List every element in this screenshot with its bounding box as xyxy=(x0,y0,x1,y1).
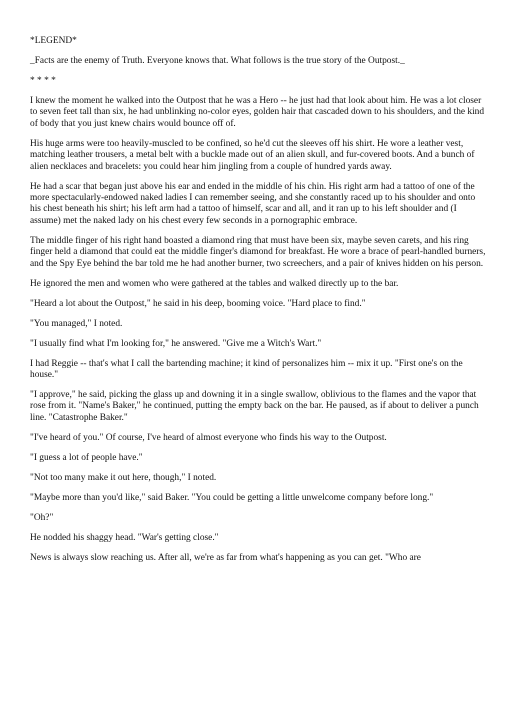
paragraph: He ignored the men and women who were gathered at the tables and walked directly up to the bar. xyxy=(30,278,399,289)
paragraph: His huge arms were too heavily-muscled to be confined, so he'd cut the sleeves off his shirt. He wore a leather vest, matching leather trousers, a metal belt with a buckle made out of an alien skull, and fur-covered boots. And a bunch of alien necklaces and bracelets: you could hear him jingling from a couple of hundred yards away. xyxy=(30,138,475,172)
paragraph: "Not too many make it out here, though," I noted. xyxy=(30,472,217,483)
paragraph: The middle finger of his right hand boasted a diamond ring that must have been six, maybe seven carets, and his ring finger held a diamond that could eat the middle finger's diamond for breakfast. He wore a brace of pearl-handled burners, and the Spy Eye behind the bar told me he had another burner, two screechers, and a pair of knives hidden on his person. xyxy=(30,235,486,269)
paragraph: He had a scar that began just above his ear and ended in the middle of his chin. His right arm had a tattoo of one of the more spectacularly-endowed naked ladies I can remember seeing, and she constantly raced up to his shoulder and onto his chest beneath his shirt; his left arm had a tattoo of himself, scar and all, and it ran up to his left shoulder and (I assume) met the naked lady on his chest every few seconds in a pornographic embrace. xyxy=(30,181,476,226)
document-page xyxy=(30,36,488,573)
story-epigraph: _Facts are the enemy of Truth. Everyone knows that. What follows is the true story of the Outpost._ xyxy=(30,56,405,66)
paragraph: "Oh?" xyxy=(30,512,54,523)
paragraph: "Heard a lot about the Outpost," he said in his deep, booming voice. "Hard place to find." xyxy=(30,298,366,309)
section-separator: * * * * xyxy=(30,76,56,86)
paragraph: "I approve," he said, picking the glass up and downing it in a single swallow, oblivious to the flames and the vapor that rose from it. "Name's Baker," he continued, putting the empty back on the bar. He paused, as if about to deliver a punch line. "Catastrophe Baker." xyxy=(30,390,479,423)
paragraph: News is always slow reaching us. After all, we're as far from what's happening as you can get. "Who are xyxy=(30,552,421,563)
paragraph: I had Reggie -- that's what I call the bartending machine; it kind of personalizes him -- mix it up. "First one's on the house." xyxy=(30,358,463,381)
paragraph: He nodded his shaggy head. "War's getting close." xyxy=(30,532,219,543)
paragraph: "I've heard of you." Of course, I've heard of almost everyone who finds his way to the Outpost. xyxy=(30,432,387,443)
paragraph: I knew the moment he walked into the Outpost that he was a Hero -- he just had that look about him. He was a lot closer to seven feet tall than six, he had unblinking no-color eyes, golden hair that cascaded down to his shoulders, and the kind of body that you just knew chairs would bounce off of. xyxy=(30,96,485,129)
paragraph: "I guess a lot of people have." xyxy=(30,452,143,463)
paragraph: "I usually find what I'm looking for," he answered. "Give me a Witch's Wart." xyxy=(30,338,322,349)
paragraph: "You managed," I noted. xyxy=(30,318,123,329)
paragraph: "Maybe more than you'd like," said Baker. "You could be getting a little unwelcome company before long." xyxy=(30,492,434,503)
story-heading: *LEGEND* xyxy=(30,36,77,46)
